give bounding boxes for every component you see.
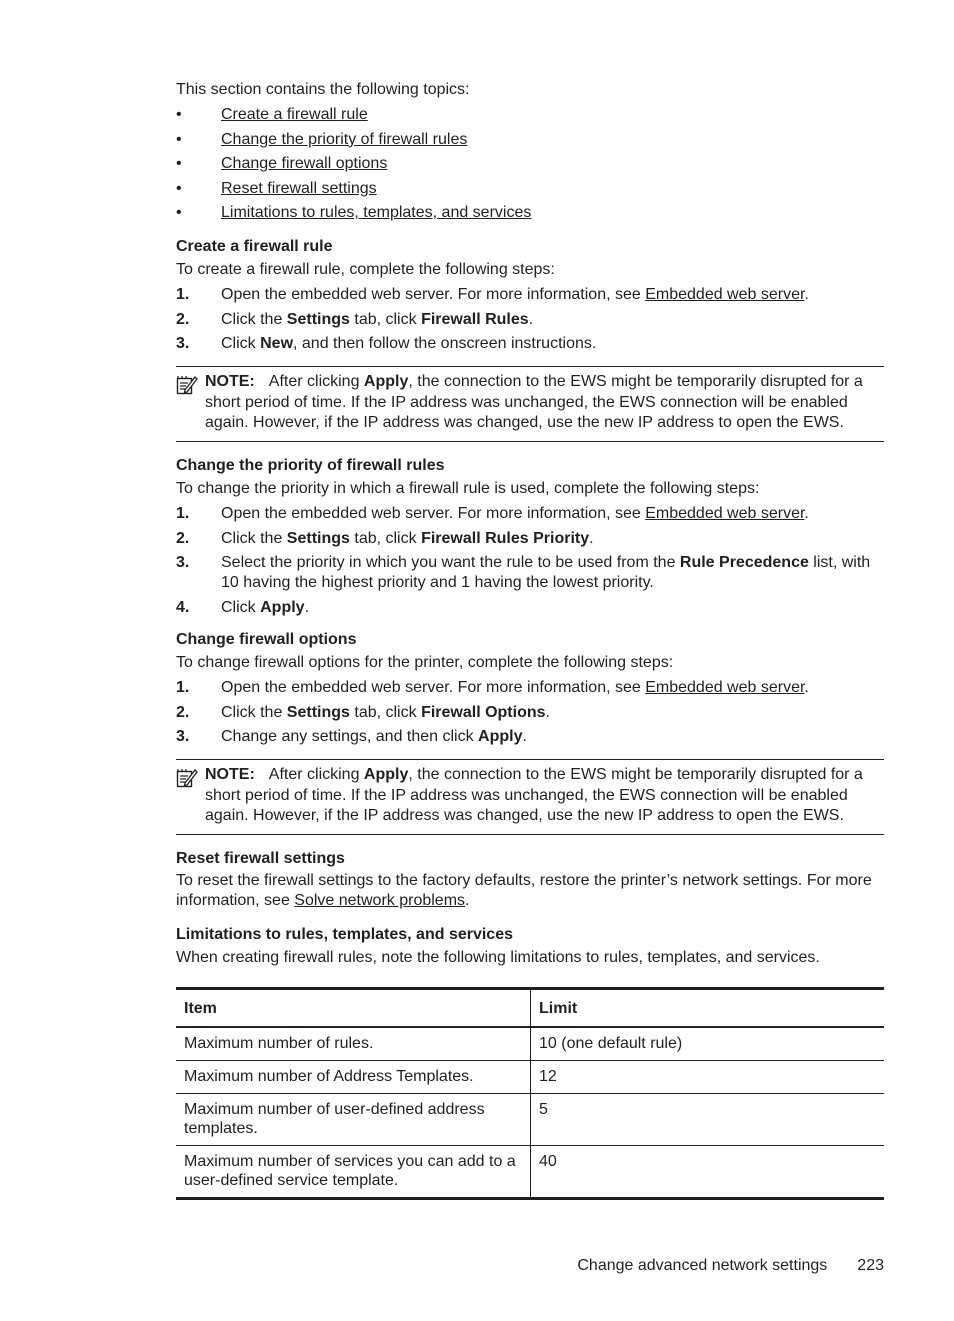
paragraph-text: To reset the firewall settings to the factory defaults, restore the printer’s network settings. For more information, see [176,871,872,909]
table-row [176,1027,884,1061]
table-cell: Maximum number of Address Templates. [176,1060,531,1093]
step-item [176,727,884,747]
note-icon [176,374,198,396]
step-text: . [804,679,809,696]
bullet: • [176,106,182,123]
topic-link-reset-settings[interactable]: Reset firewall settings [221,179,377,197]
step-number: 2. [176,703,190,721]
step-item [176,285,884,305]
step-item [176,504,884,524]
step-item [176,310,884,330]
section-heading-limitations: Limitations to rules, templates, and services [176,925,513,943]
ui-term: Rule Precedence [679,554,809,571]
footer-section-title: Change advanced network settings [577,1257,828,1274]
ui-term: Firewall Rules Priority [421,529,590,547]
paragraph-text: . [465,891,470,909]
table-row [176,1145,884,1198]
page-footer [0,1256,884,1276]
note-text: After clicking [268,373,364,390]
note-box [176,366,884,442]
step-number: 1. [176,286,190,303]
ui-term: New [260,335,294,352]
section-heading-change-options: Change firewall options [176,630,357,648]
step-item [176,334,884,354]
table-cell: 40 [539,1152,557,1170]
step-item [176,553,884,593]
step-text: . [589,529,594,547]
step-text: list, with 10 having the highest priority and 1 having the lowest priority. [221,554,871,591]
step-text: Select the priority in which you want the rule to be used from the [221,554,680,571]
section-lead: To create a firewall rule, complete the following steps: [176,260,555,278]
section-heading-create-rule: Create a firewall rule [176,237,333,255]
column-header-limit: Limit [539,999,578,1017]
step-number: 4. [176,598,190,616]
bullet: • [176,179,182,197]
options-steps [176,678,884,747]
table-cell: Maximum number of rules. [176,1027,531,1061]
priority-steps [176,504,884,618]
step-number: 1. [176,679,190,696]
table-row [176,1060,884,1093]
step-text: . [804,286,809,303]
step-text: Open the embedded web server. For more information, see [221,679,646,696]
note-label: NOTE: [205,373,255,390]
note-text: , the connection to the EWS might be temporarily disrupted for a short period of time. If the IP address was unchanged, the EWS connection will be enabled again. However, if the IP address was changed, use the new IP address to open the EWS. [205,766,863,824]
embedded-web-server-link[interactable]: Embedded web server [645,286,805,303]
step-text: Click [221,598,261,616]
step-number: 1. [176,505,190,522]
step-number: 3. [176,335,190,352]
section-lead: To change the priority in which a firewall rule is used, complete the following steps: [176,479,760,497]
topic-item [176,177,884,202]
topic-list [176,103,884,226]
intro-text: This section contains the following topics: [176,81,470,98]
step-text: , and then follow the onscreen instructions. [293,335,597,352]
ui-term: Apply [260,598,305,616]
ui-term: Apply [363,373,409,390]
step-text: . [545,703,550,721]
step-item [176,529,884,549]
section-lead: When creating firewall rules, note the following limitations to rules, templates, and services. [176,948,820,966]
note-label: NOTE: [205,766,255,783]
topic-item [176,201,884,226]
step-text: Click the [221,703,287,721]
step-text: tab, click [349,529,422,547]
step-text: . [528,310,534,328]
topic-item [176,152,884,177]
table-cell: 5 [539,1100,548,1118]
ui-term: Firewall Options [421,703,546,721]
ui-term: Apply [363,766,409,783]
ui-term: Firewall Rules [421,310,529,328]
step-text: Click the [221,310,287,328]
step-item [176,703,884,723]
topic-item [176,103,884,128]
topic-link-change-priority[interactable]: Change the priority of firewall rules [221,130,468,148]
section-lead: To change firewall options for the printer, complete the following steps: [176,653,674,671]
table-cell: Maximum number of services you can add to a user-defined service template. [176,1145,531,1198]
reset-paragraph [176,871,884,911]
step-item [176,598,884,618]
step-text: Click [221,335,261,352]
section-heading-change-priority: Change the priority of firewall rules [176,456,445,474]
step-number: 2. [176,310,190,328]
topic-link-change-options[interactable]: Change firewall options [221,155,388,172]
embedded-web-server-link[interactable]: Embedded web server [645,505,805,522]
step-number: 2. [176,529,190,547]
create-steps [176,285,884,354]
column-header-item: Item [176,988,531,1027]
step-text: . [522,728,527,745]
step-text: tab, click [349,310,422,328]
step-text: Open the embedded web server. For more information, see [221,505,646,522]
step-number: 3. [176,554,190,571]
solve-network-problems-link[interactable]: Solve network problems [294,891,466,909]
limits-table [176,987,884,1200]
topic-link-create-rule[interactable]: Create a firewall rule [221,106,368,123]
bullet: • [176,204,182,221]
step-text: Change any settings, and then click [221,728,479,745]
ui-term: Settings [286,310,350,328]
ui-term: Apply [478,728,523,745]
step-text: Open the embedded web server. For more information, see [221,286,646,303]
step-number: 3. [176,728,190,745]
note-text: After clicking [268,766,364,783]
topic-item [176,128,884,153]
ui-term: Settings [286,529,350,547]
table-cell: Maximum number of user-defined address templates. [176,1093,531,1145]
step-item [176,678,884,698]
embedded-web-server-link[interactable]: Embedded web server [645,679,805,696]
step-text: . [304,598,310,616]
page-content [176,78,884,1200]
ui-term: Settings [286,703,350,721]
page-number: 223 [857,1257,884,1274]
table-row [176,1093,884,1145]
note-box [176,759,884,835]
step-text: Click the [221,529,287,547]
table-cell: 12 [539,1067,557,1085]
section-heading-reset: Reset firewall settings [176,849,345,867]
bullet: • [176,130,182,148]
step-text: . [804,505,809,522]
note-text: , the connection to the EWS might be temporarily disrupted for a short period of time. If the IP address was unchanged, the EWS connection will be enabled again. However, if the IP address was changed, use the new IP address to open the EWS. [205,373,863,431]
table-header-row [176,988,884,1027]
bullet: • [176,155,182,172]
step-text: tab, click [349,703,422,721]
topic-link-limitations[interactable]: Limitations to rules, templates, and services [221,204,532,221]
note-icon [176,767,198,789]
table-cell: 10 (one default rule) [539,1034,683,1052]
